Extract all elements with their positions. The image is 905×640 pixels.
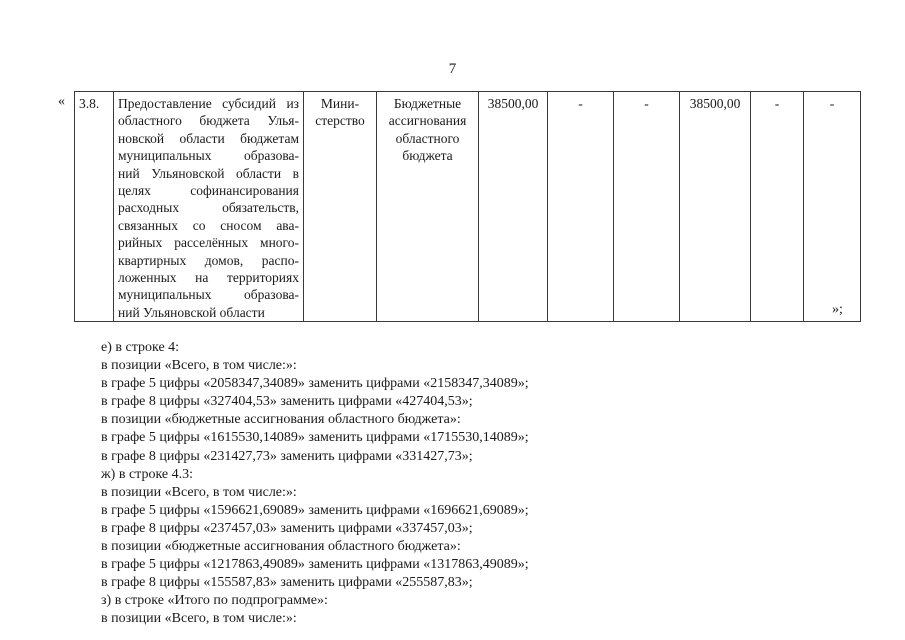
measure-name-line: ложенных на территориях xyxy=(118,270,299,286)
measure-name-line: целях софинансирования xyxy=(118,183,299,199)
measure-name-line: расходных обязательств, xyxy=(118,200,299,216)
measure-name-line: Предоставление субсидий из xyxy=(118,96,299,111)
amendment-line: в графе 8 цифры «327404,53» заменить цифрами «427404,53»; xyxy=(101,394,473,410)
amendment-line: в графе 5 цифры «1596621,69089» заменить цифрами «1696621,69089»; xyxy=(101,502,529,518)
amendment-line: в позиции «бюджетные ассигнования областного бюджета»: xyxy=(101,539,461,555)
measure-name-line: рийных расселённых много- xyxy=(118,235,299,251)
value-cell-year: 38500,00 xyxy=(680,92,751,322)
amendment-line: в графе 8 цифры «237457,03» заменить цифрами «337457,03»; xyxy=(101,520,473,536)
measure-name-line: связанных со сносом ава- xyxy=(118,217,299,233)
funding-source-line: областного xyxy=(395,130,460,146)
page-number: 7 xyxy=(448,61,457,77)
funding-source-line: бюджета xyxy=(402,148,453,164)
measure-name-line: областного бюджета Улья- xyxy=(118,113,299,129)
amendment-line: в графе 5 цифры «1615530,14089» заменить цифрами «1715530,14089»; xyxy=(101,430,529,446)
amendments-text xyxy=(101,339,529,629)
amendment-line: в графе 5 цифры «1217863,49089» заменить цифрами «1317863,49089»; xyxy=(101,557,529,573)
value-cell: - xyxy=(614,92,680,322)
closing-quote-mark: »; xyxy=(832,302,843,317)
value-cell: - xyxy=(751,92,804,322)
measure-name-line: ний Ульяновской области в xyxy=(118,165,299,181)
value-cell: - xyxy=(548,92,614,322)
amendment-line: в позиции «Всего, в том числе:»: xyxy=(101,611,297,627)
opening-quote-mark: « xyxy=(58,94,65,109)
amendment-line: в позиции «бюджетные ассигнования областного бюджета»: xyxy=(101,412,461,428)
executor-cell xyxy=(304,92,377,322)
amendment-line: е) в строке 4: xyxy=(101,340,180,355)
row-number-cell: 3.8. xyxy=(75,92,114,322)
funding-source-line: ассигнования xyxy=(388,113,467,129)
measure-name-line: новской области бюджетам xyxy=(118,130,299,146)
amendment-table xyxy=(74,91,861,322)
amendment-line: в графе 8 цифры «231427,73» заменить цифрами «331427,73»; xyxy=(101,448,473,464)
measure-name-line: ний Ульяновской области xyxy=(118,304,265,320)
amendment-line: з) в строке «Итого по подпрограмме»: xyxy=(101,593,328,609)
measure-name-cell xyxy=(114,92,304,322)
table-row xyxy=(75,92,861,322)
executor-line: Мини- xyxy=(320,96,360,111)
executor-line: стерство xyxy=(315,113,365,129)
amendment-line: в позиции «Всего, в том числе:»: xyxy=(101,358,297,374)
funding-source-line: Бюджетные xyxy=(393,96,462,111)
measure-name-line: муниципальных образова- xyxy=(118,287,299,303)
measure-name-line: муниципальных образова- xyxy=(118,148,299,164)
amendment-line: ж) в строке 4.3: xyxy=(101,466,194,482)
funding-source-cell xyxy=(377,92,479,322)
value-cell-total: 38500,00 xyxy=(479,92,548,322)
measure-name-line: квартирных домов, распо- xyxy=(118,252,299,268)
amendment-line: в графе 8 цифры «155587,83» заменить цифрами «255587,83»; xyxy=(101,575,473,591)
amendment-line: в позиции «Всего, в том числе:»: xyxy=(101,484,297,500)
amendment-line: в графе 5 цифры «2058347,34089» заменить цифрами «2158347,34089»; xyxy=(101,376,529,392)
value-cell: - xyxy=(804,92,861,322)
